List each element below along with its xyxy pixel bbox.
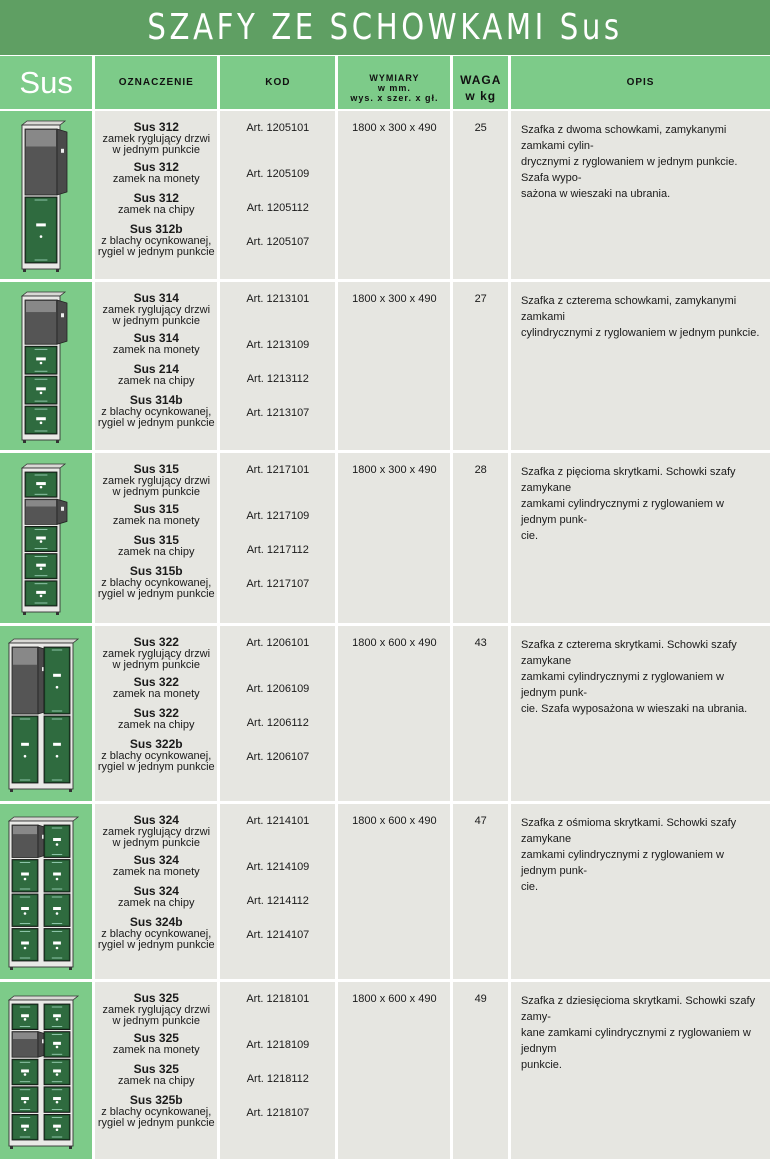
oznaczenie-cell [95, 453, 217, 623]
variant-item [97, 565, 215, 600]
variant-item [97, 1094, 215, 1129]
article-code: Art. 1218107 [246, 1107, 310, 1119]
variant-name: Sus 324 [133, 853, 179, 867]
brand-logo: Sus [0, 56, 92, 109]
variant-item [97, 363, 215, 387]
article-code: Art. 1213101 [246, 293, 310, 305]
variant-description: zamek na monety [112, 866, 200, 878]
article-code: Art. 1214112 [246, 895, 309, 907]
description-cell: Szafka z czterema skrytkami. Schowki szafy zamykane zamkami cylindrycznymi z ryglowaniem w jednym punk- cie. Szafa wyposażona w wieszaki na ubrania. [511, 626, 770, 801]
variant-name: Sus 322 [133, 706, 179, 720]
article-code: Art. 1214107 [246, 929, 310, 941]
description-cell: Szafka z ośmioma skrytkami. Schowki szafy zamykane zamkami cylindrycznymi z ryglowaniem w jednym punk- cie. [511, 804, 770, 979]
oznaczenie-cell [95, 626, 217, 801]
variant-name: Sus 312 [133, 120, 179, 134]
variant-name: Sus 315 [133, 533, 179, 547]
description-cell: Szafka z czterema schowkami, zamykanymi zamkami cylindrycznymi z ryglowaniem w jednym punkcie. [511, 282, 770, 450]
variant-description: zamek na monety [112, 173, 200, 185]
variant-description: z blachy ocynkowanej, rygiel w jednym punkcie [97, 577, 215, 600]
kod-cell [220, 982, 335, 1159]
header-waga-line1: WAGA [460, 73, 502, 87]
oznaczenie-cell [95, 111, 217, 279]
variant-item [97, 161, 215, 185]
locker-illustration [0, 804, 92, 979]
weight-cell: 27 [453, 282, 508, 450]
variant-item [97, 1032, 215, 1056]
article-code: Art. 1214109 [246, 861, 310, 873]
table-row [0, 626, 770, 801]
variant-name: Sus 322b [129, 737, 183, 751]
variant-name: Sus 324b [129, 915, 183, 929]
locker-illustration [0, 111, 92, 279]
variant-name: Sus 325 [133, 1062, 179, 1076]
variant-item [97, 707, 215, 731]
weight-cell: 25 [453, 111, 508, 279]
article-code: Art. 1217112 [246, 544, 309, 556]
variant-description: zamek na chipy [118, 375, 195, 387]
oznaczenie-cell [95, 282, 217, 450]
header-waga-line2: w kg [465, 89, 497, 103]
kod-cell [220, 282, 335, 450]
variant-description: zamek na monety [112, 1044, 200, 1056]
article-code: Art. 1205109 [246, 168, 310, 180]
variant-item [97, 636, 215, 671]
variant-item [97, 992, 215, 1027]
table-row [0, 982, 770, 1159]
article-code: Art. 1217109 [246, 510, 310, 522]
variant-item [97, 814, 215, 849]
variant-description: z blachy ocynkowanej, rygiel w jednym punkcie [97, 1106, 215, 1129]
header-wymiary [338, 56, 450, 109]
article-code: Art. 1213107 [246, 407, 310, 419]
variant-name: Sus 324 [133, 884, 179, 898]
variant-item [97, 192, 215, 216]
article-code: Art. 1205101 [246, 122, 310, 134]
variant-description: zamek na chipy [118, 1075, 195, 1087]
dimensions-cell: 1800 x 300 x 490 [338, 111, 450, 279]
variant-name: Sus 312 [133, 191, 179, 205]
variant-description: zamek na chipy [118, 204, 195, 216]
variant-name: Sus 312 [133, 160, 179, 174]
variant-name: Sus 322 [133, 675, 179, 689]
weight-cell: 49 [453, 982, 508, 1159]
description-cell: Szafka z dziesięcioma skrytkami. Schowki szafy zamy- kane zamkami cylindrycznymi z ryglowaniem w jednym punkcie. [511, 982, 770, 1159]
header-wymiary-line1: WYMIARY [369, 73, 420, 83]
article-code: Art. 1206109 [246, 683, 310, 695]
dimensions-cell: 1800 x 600 x 490 [338, 982, 450, 1159]
kod-cell [220, 626, 335, 801]
header-kod: KOD [220, 56, 335, 109]
variant-name: Sus 315b [129, 564, 183, 578]
article-code: Art. 1213109 [246, 339, 310, 351]
variant-description: zamek na monety [112, 344, 200, 356]
header-waga [453, 56, 508, 109]
variant-item [97, 916, 215, 951]
variant-name: Sus 315 [133, 502, 179, 516]
table-body [0, 111, 770, 1159]
article-code: Art. 1206112 [246, 717, 309, 729]
article-code: Art. 1205107 [246, 236, 310, 248]
variant-name: Sus 322 [133, 635, 179, 649]
variant-name: Sus 324 [133, 813, 179, 827]
description-cell: Szafka z pięcioma skrytkami. Schowki szafy zamykane zamkami cylindrycznymi z ryglowaniem w jednym punk- cie. [511, 453, 770, 623]
variant-description: zamek na monety [112, 688, 200, 700]
article-code: Art. 1206107 [246, 751, 310, 763]
kod-cell [220, 453, 335, 623]
article-code: Art. 1206101 [246, 637, 310, 649]
variant-description: z blachy ocynkowanej, rygiel w jednym punkcie [97, 406, 215, 429]
dimensions-cell: 1800 x 300 x 490 [338, 453, 450, 623]
header-wymiary-line3: wys. x szer. x gł. [350, 93, 439, 103]
table-row [0, 453, 770, 623]
variant-name: Sus 325b [129, 1093, 183, 1107]
kod-cell [220, 111, 335, 279]
table-header [0, 56, 770, 109]
table-row [0, 804, 770, 979]
article-code: Art. 1217107 [246, 578, 310, 590]
header-oznaczenie: OZNACZENIE [95, 56, 217, 109]
kod-cell [220, 804, 335, 979]
article-code: Art. 1213112 [246, 373, 309, 385]
variant-item [97, 292, 215, 327]
variant-name: Sus 325 [133, 991, 179, 1005]
variant-name: Sus 314 [133, 331, 179, 345]
variant-item [97, 534, 215, 558]
variant-name: Sus 312b [129, 222, 183, 236]
variant-description: zamek na chipy [118, 719, 195, 731]
dimensions-cell: 1800 x 600 x 490 [338, 804, 450, 979]
variant-item [97, 503, 215, 527]
variant-description: zamek ryglujący drzwi w jednym punkcie [102, 304, 211, 327]
header-wymiary-line2: w mm. [377, 83, 411, 93]
variant-description: zamek ryglujący drzwi w jednym punkcie [102, 475, 211, 498]
variant-description: zamek ryglujący drzwi w jednym punkcie [102, 648, 211, 671]
variant-description: z blachy ocynkowanej, rygiel w jednym punkcie [97, 750, 215, 773]
header-opis: OPIS [511, 56, 770, 109]
variant-description: zamek na chipy [118, 546, 195, 558]
page-title: SZAFY ZE SCHOWKAMI Sus [147, 7, 623, 48]
variant-item [97, 738, 215, 773]
variant-item [97, 223, 215, 258]
article-code: Art. 1218109 [246, 1039, 310, 1051]
table-row [0, 282, 770, 450]
variant-name: Sus 314b [129, 393, 183, 407]
variant-item [97, 121, 215, 156]
dimensions-cell: 1800 x 300 x 490 [338, 282, 450, 450]
weight-cell: 47 [453, 804, 508, 979]
variant-description: z blachy ocynkowanej, rygiel w jednym punkcie [97, 928, 215, 951]
locker-illustration [0, 982, 92, 1159]
variant-description: zamek na monety [112, 515, 200, 527]
article-code: Art. 1218101 [246, 993, 310, 1005]
variant-name: Sus 214 [133, 362, 179, 376]
variant-description: zamek ryglujący drzwi w jednym punkcie [102, 826, 211, 849]
article-code: Art. 1218112 [246, 1073, 309, 1085]
variant-name: Sus 314 [133, 291, 179, 305]
variant-description: zamek na chipy [118, 897, 195, 909]
variant-item [97, 1063, 215, 1087]
variant-item [97, 885, 215, 909]
description-cell: Szafka z dwoma schowkami, zamykanymi zamkami cylin- drycznymi z ryglowaniem w jednym punkcie. Szafa wypo- sażona w wieszaki na ubrania. [511, 111, 770, 279]
locker-illustration [0, 453, 92, 623]
variant-description: zamek ryglujący drzwi w jednym punkcie [102, 133, 211, 156]
variant-item [97, 676, 215, 700]
dimensions-cell: 1800 x 600 x 490 [338, 626, 450, 801]
variant-description: zamek ryglujący drzwi w jednym punkcie [102, 1004, 211, 1027]
variant-name: Sus 315 [133, 462, 179, 476]
table-row [0, 111, 770, 279]
page-title-bar [0, 0, 770, 55]
oznaczenie-cell [95, 982, 217, 1159]
article-code: Art. 1217101 [246, 464, 310, 476]
article-code: Art. 1205112 [246, 202, 309, 214]
locker-illustration [0, 626, 92, 801]
variant-item [97, 854, 215, 878]
weight-cell: 43 [453, 626, 508, 801]
article-code: Art. 1214101 [246, 815, 310, 827]
product-table [0, 56, 770, 1162]
variant-item [97, 394, 215, 429]
variant-item [97, 463, 215, 498]
locker-illustration [0, 282, 92, 450]
variant-name: Sus 325 [133, 1031, 179, 1045]
variant-item [97, 332, 215, 356]
weight-cell: 28 [453, 453, 508, 623]
variant-description: z blachy ocynkowanej, rygiel w jednym punkcie [97, 235, 215, 258]
oznaczenie-cell [95, 804, 217, 979]
